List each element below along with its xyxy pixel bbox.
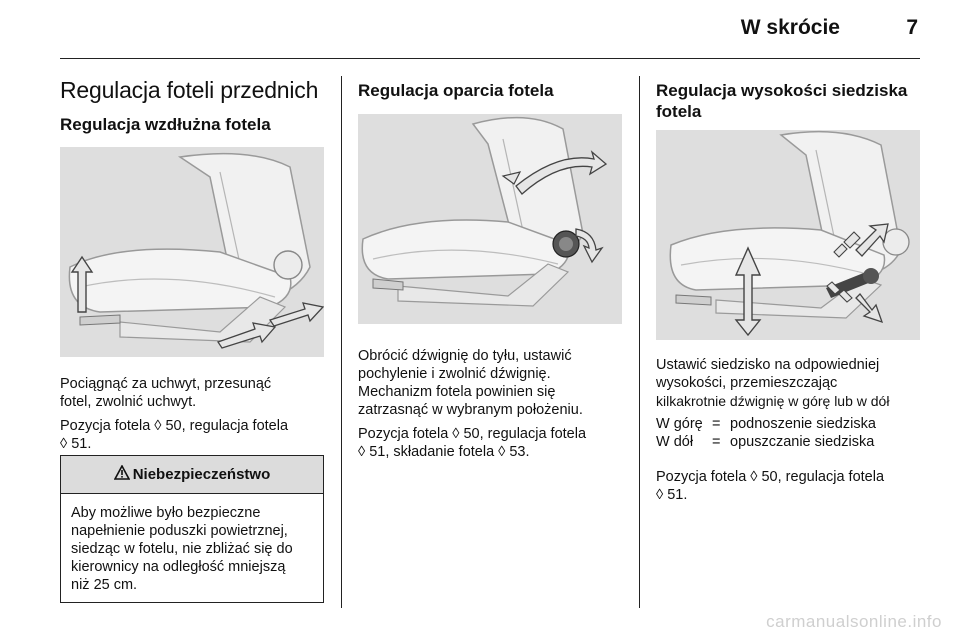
definition-key: W dół [656,434,694,450]
column-backrest [358,76,624,461]
subheading-seat-height: Regulacja wysokości siedziska [656,81,908,100]
page-heading: Regulacja foteli przednich [60,77,319,103]
subheading-seat-height: fotela [656,102,702,121]
warning-line: niż 25 cm. [71,577,138,593]
reference-line: ◊ 51. [60,436,92,452]
reference-line: Pozycja fotela ◊ 50, regulacja fotela [358,426,587,442]
instruction-line: Obrócić dźwignię do tyłu, ustawić [358,348,572,364]
watermark: carmanualsonline.info [766,612,942,631]
instruction-line: pochylenie i zwolnić dźwignię. [358,366,551,382]
column-divider [639,76,640,608]
backrest-illustration [358,114,622,324]
instruction-line: wysokości, przemieszczając [656,375,838,391]
reference-line: ◊ 51. [656,487,688,503]
section-title: W skrócie [740,16,840,39]
warning-box [60,455,324,603]
definition-value: opuszczanie siedziska [730,434,875,450]
instruction-line: Mechanizm fotela powinien się [358,384,556,400]
instruction-line: fotel, zwolnić uchwyt. [60,394,197,410]
instruction-line: Ustawić siedzisko na odpowiedniej [656,357,880,373]
definition-row [656,415,922,433]
warning-line: kierownicy na odległość mniejszą [71,559,286,575]
warning-line: napełnienie poduszki powietrznej, [71,523,288,539]
subheading-backrest: Regulacja oparcia fotela [358,81,554,100]
definition-key: W górę [656,416,703,432]
seat-longitudinal-illustration [60,147,324,357]
warning-line: Aby możliwe było bezpieczne [71,505,261,521]
instruction-line: kilkakrotnie dźwignię w górę lub w dół [656,393,890,409]
definition-row [656,433,922,451]
definition-equals: = [712,434,721,450]
page-number: 7 [906,16,918,39]
warning-header [61,456,323,494]
instruction-line: zatrzasnąć w wybranym położeniu. [358,402,583,418]
reference-line: Pozycja fotela ◊ 50, regulacja fotela [60,418,289,434]
warning-line: siedząc w fotelu, nie zbliżać się do [71,541,293,557]
warning-title: Niebezpieczeństwo [132,466,271,483]
definition-value: podnoszenie siedziska [730,416,876,432]
seat-height-illustration [656,130,920,340]
subheading-longitudinal: Regulacja wzdłużna fotela [60,115,271,134]
warning-body [61,494,323,594]
reference-line: Pozycja fotela ◊ 50, regulacja fotela [656,469,885,485]
definition-list [656,415,922,451]
warning-triangle-icon [114,465,130,484]
column-seat-longitudinal [60,76,326,453]
instruction-line: Pociągnąć za uchwyt, przesunąć [60,376,272,392]
definition-equals: = [712,416,721,432]
reference-line: ◊ 51, składanie fotela ◊ 53. [358,444,530,460]
column-divider [341,76,342,608]
column-seat-height [656,76,922,504]
page-header [60,0,920,59]
